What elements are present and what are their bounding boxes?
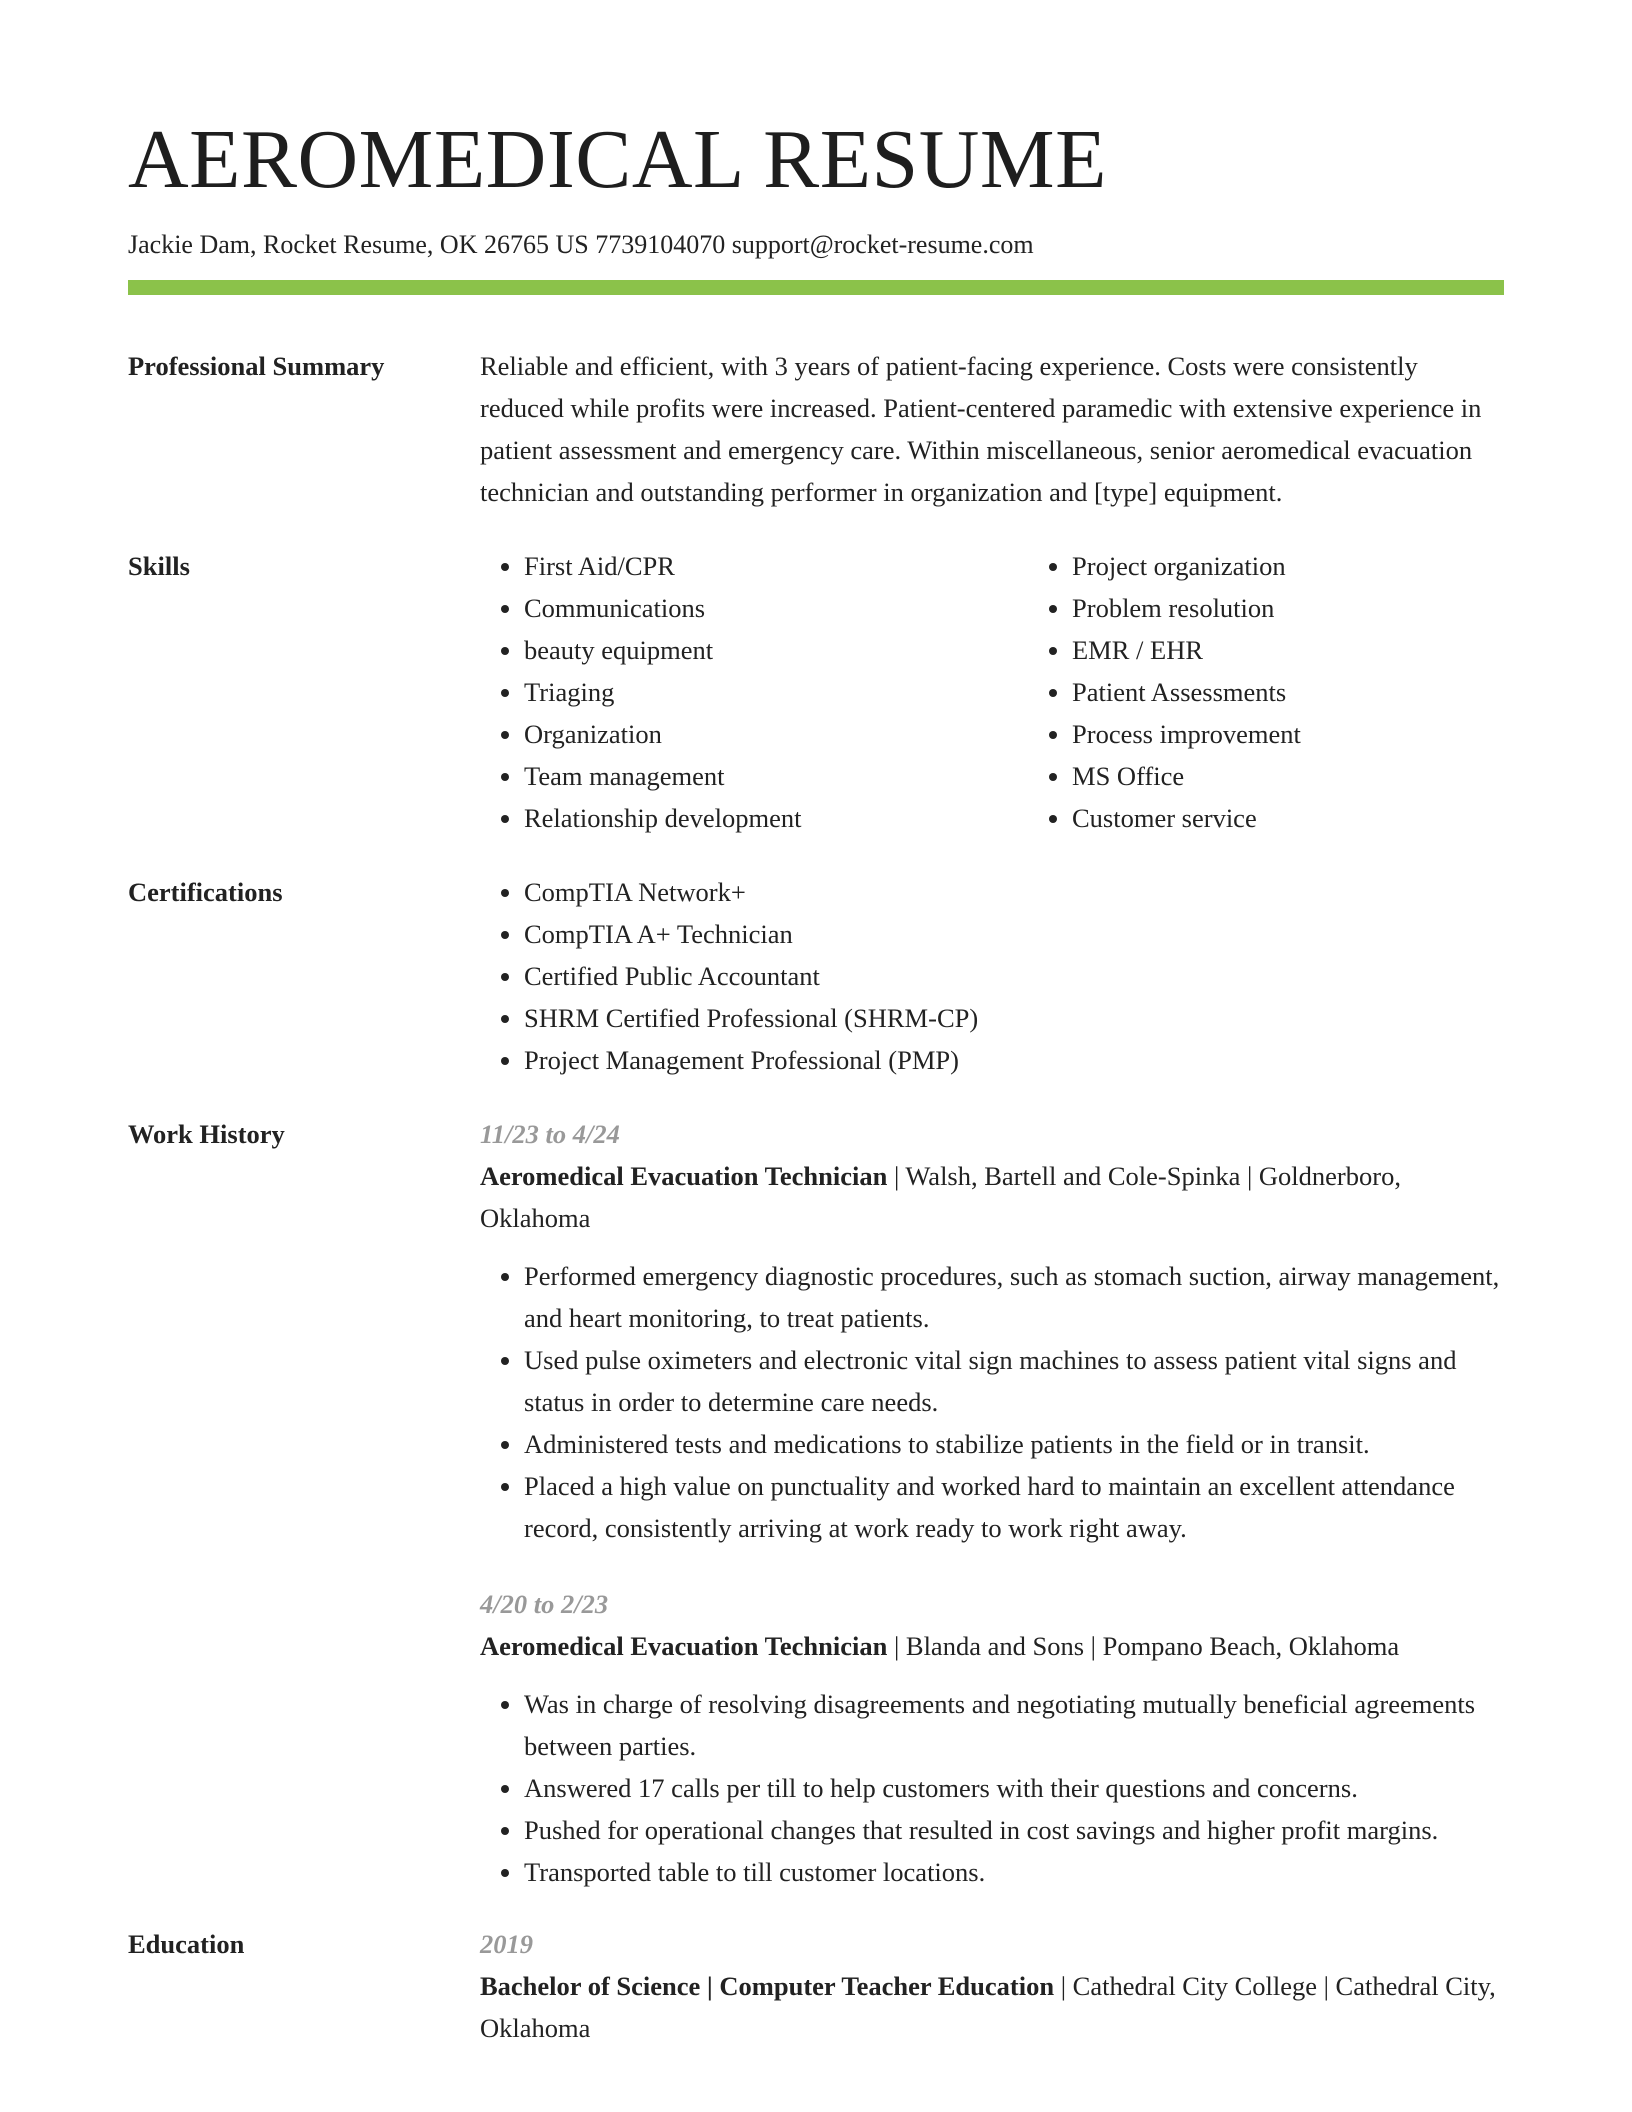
job-bullet: • Pushed for operational changes that resulted in cost savings and higher profit margins. [524,1809,1504,1851]
skill-item: • beauty equipment [524,629,1028,671]
certifications-label: Certifications [128,876,283,907]
resume-title: AEROMEDICAL RESUME [128,113,1107,206]
job-role-line [480,1155,1504,1239]
job-dates: 4/20 to 2/23 [480,1588,609,1619]
certification-item: • CompTIA Network+ [524,871,1504,913]
job-bullet: • Answered 17 calls per till to help customers with their questions and concerns. [524,1767,1504,1809]
job-bullet: • Placed a high value on punctuality and worked hard to maintain an excellent attendance record, consistently arriving at work ready to work right away. [524,1465,1504,1549]
education-year: 2019 [480,1928,533,1959]
job-bullet: • Transported table to till customer locations. [524,1851,1504,1893]
education-degree: Bachelor of Science | Computer Teacher Education [480,1970,1055,2001]
skill-item: • Problem resolution [1072,587,1576,629]
skills-label: Skills [128,550,190,581]
skill-item: • Organization [524,713,1028,755]
job-bullet: • Used pulse oximeters and electronic vital sign machines to assess patient vital signs and status in order to determine care needs. [524,1339,1504,1423]
skill-item: • First Aid/CPR [524,545,1028,587]
skill-item: • Triaging [524,671,1028,713]
job-entry [480,1113,1504,1549]
job-title: Aeromedical Evacuation Technician [480,1630,888,1661]
skill-item: • Communications [524,587,1028,629]
education-section [128,1923,1504,2049]
job-bullet: • Performed emergency diagnostic procedures, such as stomach suction, airway management, and heart monitoring, to treat patients. [524,1255,1504,1339]
skills-list-left [480,545,1028,839]
education-label: Education [128,1928,245,1959]
job-dates: 11/23 to 4/24 [480,1118,620,1149]
job-details: | Blanda and Sons | Pompano Beach, Oklahoma [887,1630,1400,1661]
header-divider [128,280,1504,295]
summary-text: Reliable and efficient, with 3 years of patient-facing experience. Costs were consistently reduced while profits were increased. Patient-centered paramedic with extensive experience in patient assessment and emergency care. Within miscellaneous, senior aeromedical evacuation technician and outstanding performer in organization and [type] equipment. [480,350,1482,507]
summary-label: Professional Summary [128,350,385,381]
skill-item: • Project organization [1072,545,1576,587]
skill-item: • Customer service [1072,797,1576,839]
certification-item: • CompTIA A+ Technician [524,913,1504,955]
job-entry [480,1583,1504,1893]
education-details: | Cathedral City College | Cathedral City, Oklahoma [480,1970,1496,2043]
certification-item: • Certified Public Accountant [524,955,1504,997]
skill-item: • Process improvement [1072,713,1576,755]
job-bullet: • Administered tests and medications to stabilize patients in the field or in transit. [524,1423,1504,1465]
job-bullets [480,1683,1504,1893]
job-bullet: • Was in charge of resolving disagreements and negotiating mutually beneficial agreements between parties. [524,1683,1504,1767]
contact-line: Jackie Dam, Rocket Resume, OK 26765 US 7739104070 support@rocket-resume.com [128,230,1034,259]
job-role-line [480,1625,1504,1667]
skills-section [128,545,1504,839]
job-bullets [480,1255,1504,1549]
skill-item: • Patient Assessments [1072,671,1576,713]
skills-list-right [1028,545,1576,839]
job-title: Aeromedical Evacuation Technician [480,1160,888,1191]
certification-item: • SHRM Certified Professional (SHRM-CP) [524,997,1504,1039]
skill-item: • Relationship development [524,797,1028,839]
work-history-section [128,1113,1504,1893]
education-line [480,1965,1504,2049]
certification-item: • Project Management Professional (PMP) [524,1039,1504,1081]
certifications-section [128,871,1504,1081]
summary-section [128,345,1504,513]
skill-item: • Team management [524,755,1028,797]
job-details: | Walsh, Bartell and Cole-Spinka | Goldnerboro, Oklahoma [480,1160,1401,1233]
skill-item: • MS Office [1072,755,1576,797]
skill-item: • EMR / EHR [1072,629,1576,671]
work-history-label: Work History [128,1118,285,1149]
certifications-list [480,871,1504,1081]
